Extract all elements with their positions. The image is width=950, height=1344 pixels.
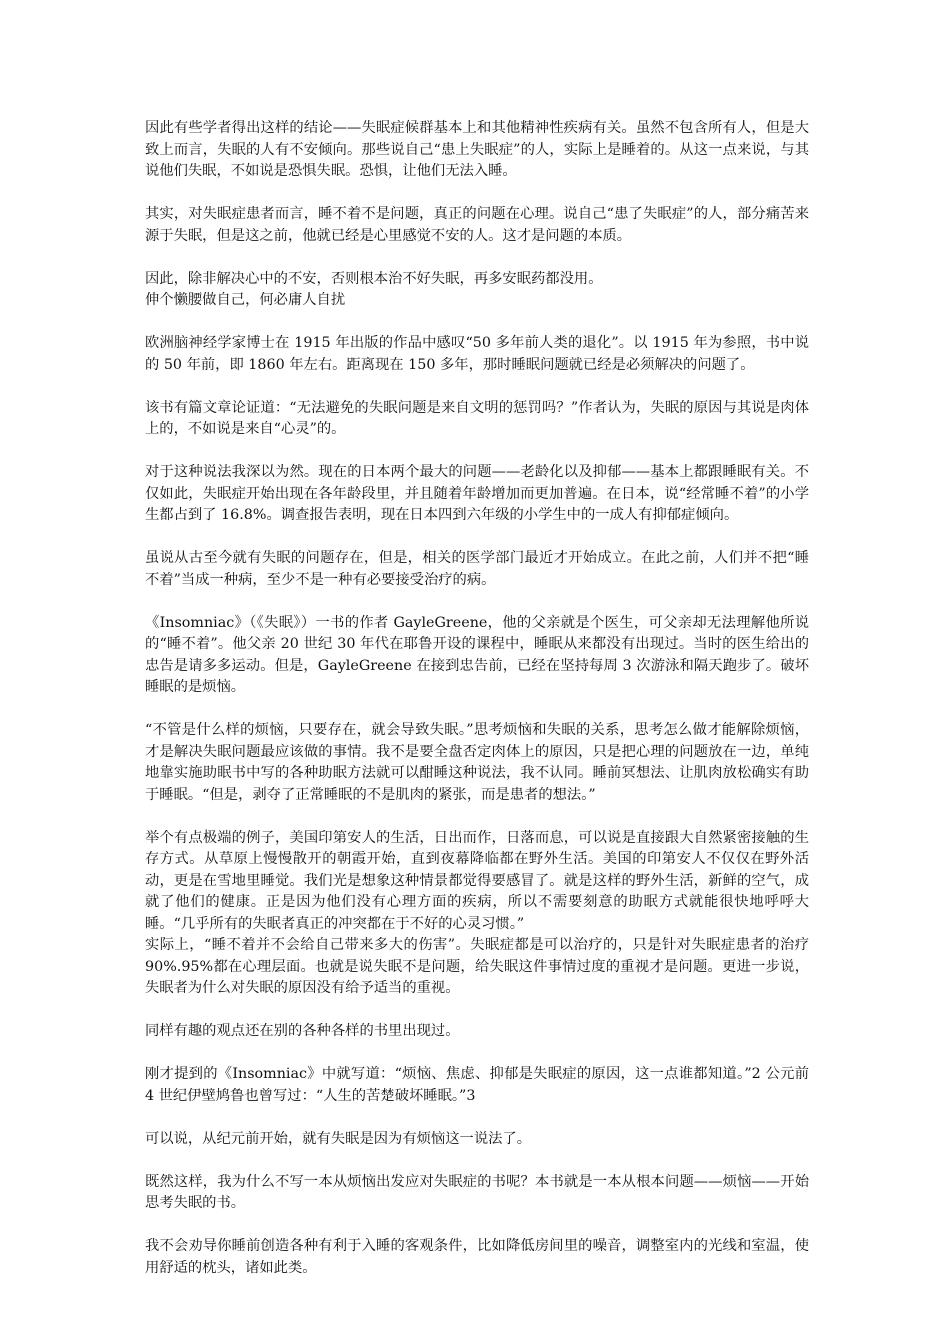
paragraph-10: 举个有点极端的例子，美国印第安人的生活，日出而作，日落而息，可以说是直接跟大自然紧密接触的生存方式。从草原上慢慢散开的朝霞开始，直到夜幕降临都在野外生活。美国的印第安人不仅仅在野外活动，更是在雪地里睡觉。我们光是想象这种情景都觉得要感冒了。就是这样的野外生活，新鲜的空气，成就了他们的健康。正是因为他们没有心理方面的疾病，所以不需要刻意的助眠方式就能很快地呼呼大睡。“几乎所有的失眠者真正的冲突都在于不好的心灵习惯。” [145,829,809,932]
paragraph-13: 刚才提到的《Insomniac》中就写道：“烦恼、焦虑、抑郁是失眠症的原因，这一点谁都知道。”2 公元前 4 世纪伊壁鸠鲁也曾写过：“人生的苦楚破坏睡眠。”3 [145,1066,809,1104]
paragraph-8: 《Insomniac》（《失眠》）一书的作者 GayleGreene，他的父亲就是个医生，可父亲却无法理解他所说的“睡不着”。他父亲 20 世纪 30 年代在耶鲁开设的课程中，睡眠从来都没有出现过。当时的医生给出的忠告是请多多运动。但是，GayleGreene 在接到忠告前，已经在坚持每周 3 次游泳和隔天跑步了。破坏睡眠的是烦恼。 [145,614,809,695]
paragraph-16: 我不会劝导你睡前创造各种有利于入睡的客观条件，比如降低房间里的噪音，调整室内的光线和室温，使用舒适的枕头，诸如此类。 [145,1238,809,1276]
paragraph-4: 欧洲脑神经学家博士在 1915 年出版的作品中感叹“50 多年前人类的退化”。以 1915 年为参照，书中说的 50 年前，即 1860 年左右。距离现在 150 多年，那时睡眠问题就已经是必须解决的问题了。 [145,335,809,373]
paragraph-1: 因此有些学者得出这样的结论——失眠症候群基本上和其他精神性疾病有关。虽然不包含所有人，但是大致上而言，失眠的人有不安倾向。那些说自己“患上失眠症”的人，实际上是睡着的。从这一点来说，与其说他们失眠，不如说是恐惧失眠。恐惧，让他们无法入睡。 [145,120,809,179]
paragraph-9: “不管是什么样的烦恼，只要存在，就会导致失眠。”思考烦恼和失眠的关系，思考怎么做才能解除烦恼，才是解决失眠问题最应该做的事情。我不是要全盘否定肉体上的原因，只是把心理的问题放在一边，单纯地靠实施助眠书中写的各种助眠方法就可以酣睡这种说法，我不认同。睡前冥想法、让肌肉放松确实有助于睡眠。“但是，剥夺了正常睡眠的不是肌肉的紧张，而是患者的想法。” [145,722,809,803]
paragraph-2: 其实，对失眠症患者而言，睡不着不是问题，真正的问题在心理。说自己“患了失眠症”的人，部分痛苦来源于失眠，但是这之前，他就已经是心里感觉不安的人。这才是问题的本质。 [145,206,809,244]
paragraph-11: 实际上，“睡不着并不会给自己带来多大的伤害”。失眠症都是可以治疗的，只是针对失眠症患者的治疗 90%.95%都在心理层面。也就是说失眠不是问题，给失眠这件事情过度的重视才是问题。更进一步说，失眠者为什么对失眠的原因没有给予适当的重视。 [145,937,809,996]
paragraph-6: 对于这种说法我深以为然。现在的日本两个最大的问题——老龄化以及抑郁——基本上都跟睡眠有关。不仅如此，失眠症开始出现在各年龄段里，并且随着年龄增加而更加普遍。在日本，说“经常睡不着”的小学生都占到了 16.8%。调查报告表明，现在日本四到六年级的小学生中的一成人有抑郁症倾向。 [145,464,809,523]
paragraph-5: 该书有篇文章论证道：“无法避免的失眠问题是来自文明的惩罚吗？”作者认为，失眠的原因与其说是肉体上的，不如说是来自“心灵”的。 [145,399,809,437]
paragraph-12: 同样有趣的观点还在别的各种各样的书里出现过。 [145,1023,460,1039]
paragraph-14: 可以说，从纪元前开始，就有失眠是因为有烦恼这一说法了。 [145,1130,532,1147]
paragraph-15: 既然这样，我为什么不写一本从烦恼出发应对失眠症的书呢？本书就是一本从根本问题——烦恼——开始思考失眠的书。 [145,1173,809,1211]
paragraph-3: 因此，除非解决心中的不安，否则根本治不好失眠，再多安眠药都没用。 伸个懒腰做自己，何必庸人自扰 [145,270,603,308]
paragraph-7: 虽说从古至今就有失眠的问题存在，但是，相关的医学部门最近才开始成立。在此之前，人们并不把“睡不着”当成一种病，至少不是一种有必要接受治疗的病。 [145,550,809,588]
document-body [145,118,809,1301]
